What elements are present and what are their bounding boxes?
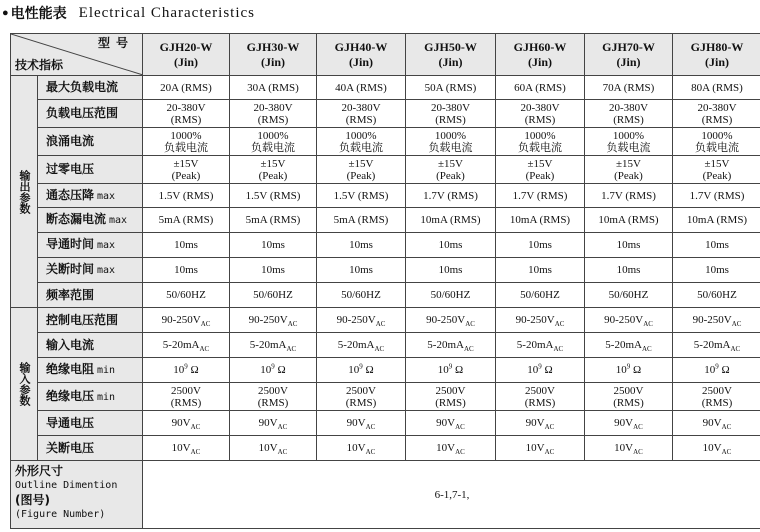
model-name: GJH80-W (690, 39, 744, 54)
model-header-5 (496, 34, 585, 76)
model-header-2 (230, 34, 317, 76)
param-name (38, 208, 143, 233)
model-sub: (Jin) (438, 54, 463, 69)
value-main: 10V (702, 442, 722, 454)
value-main: 5-20mA (337, 339, 375, 351)
value-main: 90V (171, 417, 191, 429)
value-cell: 1000% 负载电流 (230, 128, 317, 156)
value-cell (317, 436, 406, 461)
header-row (11, 34, 760, 76)
value-subscript: AC (287, 320, 298, 329)
value-cell: 10ms (143, 258, 230, 283)
value-cell: ±15V (Peak) (406, 156, 496, 184)
value-main: 2500V (RMS) (257, 384, 289, 409)
value-main: 2500V (RMS) (613, 384, 644, 409)
value-superscript: 9 (626, 362, 631, 371)
param-name (38, 308, 143, 333)
input-row (11, 411, 760, 436)
param-qualifier: max (97, 190, 116, 202)
model-header-7 (673, 34, 760, 76)
value-cell (317, 308, 406, 333)
value-main: 90-250V (161, 314, 201, 326)
value-superscript: 9 (271, 362, 275, 371)
title-en: Electrical Characteristics (78, 4, 255, 21)
value-cell (230, 411, 317, 436)
value-cell: 1.5V (RMS) (143, 184, 230, 208)
value-main: 10V (436, 442, 456, 454)
value-cell (317, 383, 406, 411)
param-name (38, 184, 143, 208)
param-name-zh: 关断时间 (46, 262, 95, 276)
value-main: 10V (258, 442, 278, 454)
value-main: 10V (346, 442, 366, 454)
value-subscript: AC (200, 320, 211, 329)
value-main: 10 (527, 364, 539, 376)
output-row (11, 100, 760, 128)
param-name-zh: 控制电压范围 (46, 312, 119, 327)
value-cell: 10mA (RMS) (496, 208, 585, 233)
value-superscript: 9 (448, 362, 453, 371)
model-name: GJH30-W (246, 39, 300, 54)
param-name (38, 383, 143, 411)
value-main: 10 (260, 364, 272, 376)
input-group-label: 输入参数 (11, 308, 38, 461)
value-cell: 1.5V (RMS) (317, 184, 406, 208)
value-main: 10 (348, 364, 360, 376)
value-subscript: AC (286, 345, 297, 354)
spec-table-body (11, 34, 760, 529)
param-qualifier: max (109, 215, 128, 226)
value-main: 10 (615, 364, 627, 376)
param-name-zh: 负载电压范围 (46, 106, 119, 120)
value-cell (317, 358, 406, 383)
param-name (38, 283, 143, 308)
value-cell: 20-380V (RMS) (230, 100, 317, 128)
value-cell (317, 411, 406, 436)
value-tail: Ω (718, 364, 730, 376)
value-cell (143, 308, 230, 333)
value-tail: Ω (274, 364, 286, 376)
value-cell: ±15V (Peak) (317, 156, 406, 184)
value-subscript: AC (544, 423, 555, 432)
value-subscript: AC (455, 448, 465, 457)
value-cell (143, 383, 230, 411)
value-cell: 50A (RMS) (406, 76, 496, 100)
title-zh: 电性能表 (10, 6, 67, 22)
param-name (38, 436, 143, 461)
outline-figure-number: 6-1,7-1, (143, 461, 760, 529)
value-cell: 10mA (RMS) (585, 208, 673, 233)
value-subscript: AC (277, 448, 288, 457)
value-main: 90V (436, 417, 456, 429)
value-cell: 50/60HZ (406, 283, 496, 308)
value-main: 2500V (RMS) (170, 384, 202, 409)
value-main: 10V (614, 442, 634, 454)
value-subscript: AC (633, 448, 643, 457)
input-row (11, 383, 760, 411)
input-row (11, 333, 760, 358)
param-name-zh: 导通电压 (46, 415, 95, 430)
value-main: 90V (614, 417, 634, 429)
value-cell: 50/60HZ (585, 283, 673, 308)
value-main: 90-250V (336, 314, 376, 326)
model-name: GJH20-W (159, 39, 213, 54)
value-cell (143, 333, 230, 358)
value-cell (406, 436, 496, 461)
value-cell: 50/60HZ (317, 283, 406, 308)
value-superscript: 9 (715, 362, 719, 371)
value-cell (496, 333, 585, 358)
param-name (38, 156, 143, 184)
value-cell: 60A (RMS) (496, 76, 585, 100)
value-cell: 10ms (496, 258, 585, 283)
param-name (38, 128, 143, 156)
value-main: 90V (702, 417, 722, 429)
value-cell (585, 333, 673, 358)
page-title (2, 2, 255, 24)
spec-table (10, 33, 760, 529)
param-name (38, 233, 143, 258)
value-cell: 1.7V (RMS) (585, 184, 673, 208)
value-cell (406, 333, 496, 358)
value-subscript: AC (465, 320, 475, 329)
value-subscript: AC (190, 423, 201, 432)
value-cell: 1.7V (RMS) (496, 184, 585, 208)
value-subscript: AC (553, 345, 564, 354)
value-cell (673, 308, 760, 333)
output-row (11, 283, 760, 308)
value-main: 90V (346, 417, 366, 429)
outline-row (11, 461, 760, 529)
value-cell: 10ms (230, 258, 317, 283)
value-cell: 50/60HZ (230, 283, 317, 308)
param-name (38, 100, 143, 128)
value-cell (496, 436, 585, 461)
value-subscript: AC (731, 320, 742, 329)
value-cell (673, 436, 760, 461)
model-sub: (Jin) (174, 54, 198, 69)
value-cell (673, 383, 760, 411)
output-row (11, 208, 760, 233)
value-subscript: AC (455, 423, 465, 432)
value-cell: 30A (RMS) (230, 76, 317, 100)
param-name-zh: 频率范围 (46, 287, 95, 302)
outline-label-zh2: (图号) (15, 493, 50, 507)
header-corner (11, 34, 143, 76)
model-name: GJH40-W (334, 39, 388, 54)
value-tail: Ω (630, 364, 642, 376)
value-cell: 20-380V (RMS) (143, 100, 230, 128)
value-subscript: AC (375, 320, 386, 329)
value-cell: 1.5V (RMS) (230, 184, 317, 208)
value-cell (496, 358, 585, 383)
value-cell: ±15V (Peak) (673, 156, 760, 184)
value-cell: ±15V (Peak) (496, 156, 585, 184)
value-cell: 5mA (RMS) (230, 208, 317, 233)
value-cell: ±15V (Peak) (143, 156, 230, 184)
value-subscript: AC (554, 320, 565, 329)
param-name (38, 333, 143, 358)
value-cell (496, 383, 585, 411)
value-main: 90-250V (692, 314, 732, 326)
value-main: 90-250V (604, 314, 644, 326)
value-main: 90-250V (426, 314, 466, 326)
value-subscript: AC (633, 423, 643, 432)
value-main: 2500V (RMS) (345, 384, 377, 409)
value-main: 5-20mA (249, 339, 287, 351)
value-cell (496, 308, 585, 333)
value-main: 5-20mA (516, 339, 554, 351)
value-main: 10 (704, 364, 716, 376)
value-cell: 10ms (585, 233, 673, 258)
value-main: 10 (437, 364, 449, 376)
param-name (38, 358, 143, 383)
value-cell: 1000% 负载电流 (406, 128, 496, 156)
value-subscript: AC (199, 345, 210, 354)
value-superscript: 9 (538, 362, 542, 371)
value-superscript: 9 (184, 362, 188, 371)
value-tail: Ω (187, 364, 199, 376)
value-main: 2500V (RMS) (701, 384, 733, 409)
param-qualifier: max (97, 265, 116, 276)
value-cell (143, 436, 230, 461)
value-cell: 10mA (RMS) (673, 208, 760, 233)
value-tail: Ω (541, 364, 553, 376)
param-name-zh: 过零电压 (46, 162, 95, 176)
param-qualifier: min (97, 391, 116, 403)
value-cell: 10ms (496, 233, 585, 258)
value-subscript: AC (463, 345, 474, 354)
value-cell (406, 358, 496, 383)
value-main: 2500V (RMS) (524, 384, 556, 409)
param-name (38, 76, 143, 100)
param-name-zh: 断态漏电流 (46, 212, 107, 226)
value-main: 10 (173, 364, 185, 376)
outline-label-en: Outline Dimention (15, 480, 118, 491)
value-cell: 10ms (143, 233, 230, 258)
input-row (11, 436, 760, 461)
outline-label-zh: 外形尺寸 (15, 464, 64, 478)
value-cell: 80A (RMS) (673, 76, 760, 100)
value-cell: 20-380V (RMS) (673, 100, 760, 128)
value-main: 10V (171, 442, 191, 454)
param-name-zh: 浪涌电流 (46, 134, 95, 148)
value-cell: 10ms (317, 233, 406, 258)
outline-label-en2: (Figure Number) (15, 509, 106, 520)
value-main: 2500V (RMS) (435, 384, 466, 409)
output-row (11, 156, 760, 184)
value-subscript: AC (721, 423, 732, 432)
value-main: 90-250V (515, 314, 555, 326)
value-main: 90V (258, 417, 278, 429)
value-cell: 1000% 负载电流 (317, 128, 406, 156)
value-cell: ±15V (Peak) (230, 156, 317, 184)
value-cell: 1000% 负载电流 (585, 128, 673, 156)
value-cell (143, 358, 230, 383)
model-sub: (Jin) (528, 54, 552, 69)
value-cell (585, 411, 673, 436)
value-cell: 10ms (673, 258, 760, 283)
value-cell: 1000% 负载电流 (143, 128, 230, 156)
value-subscript: AC (277, 423, 288, 432)
param-name-zh: 导通时间 (46, 237, 95, 251)
param-qualifier: min (97, 365, 116, 376)
value-cell (406, 383, 496, 411)
value-cell: 20A (RMS) (143, 76, 230, 100)
model-header-1 (143, 34, 230, 76)
value-cell (406, 308, 496, 333)
model-name: GJH60-W (513, 39, 567, 54)
param-qualifier: max (97, 240, 116, 251)
value-cell: 1000% 负载电流 (496, 128, 585, 156)
value-subscript: AC (374, 345, 385, 354)
value-cell (143, 411, 230, 436)
input-row (11, 308, 760, 333)
value-main: 5-20mA (427, 339, 464, 351)
value-cell: 5mA (RMS) (143, 208, 230, 233)
value-subscript: AC (641, 345, 652, 354)
model-sub: (Jin) (616, 54, 641, 69)
value-cell (585, 383, 673, 411)
output-row (11, 233, 760, 258)
output-row (11, 76, 760, 100)
value-cell: ±15V (Peak) (585, 156, 673, 184)
value-cell (585, 308, 673, 333)
value-cell (317, 333, 406, 358)
bullet-icon: ● (2, 7, 9, 19)
model-sub: (Jin) (349, 54, 373, 69)
value-cell: 5mA (RMS) (317, 208, 406, 233)
value-cell (585, 436, 673, 461)
value-cell: 10ms (230, 233, 317, 258)
outline-label (11, 461, 143, 529)
value-cell: 50/60HZ (673, 283, 760, 308)
value-main: 5-20mA (605, 339, 642, 351)
param-name-zh: 最大负载电流 (46, 80, 119, 94)
value-cell: 10mA (RMS) (406, 208, 496, 233)
value-cell: 70A (RMS) (585, 76, 673, 100)
param-name-zh: 通态压降 (46, 187, 95, 202)
param-name (38, 258, 143, 283)
value-cell: 40A (RMS) (317, 76, 406, 100)
model-name: GJH70-W (602, 39, 655, 54)
corner-model-label: 型号 (97, 36, 134, 50)
value-cell: 20-380V (RMS) (406, 100, 496, 128)
value-cell (230, 358, 317, 383)
value-cell (585, 358, 673, 383)
value-cell: 10ms (406, 258, 496, 283)
value-cell (230, 333, 317, 358)
output-row (11, 128, 760, 156)
param-name-zh: 绝缘电压 (46, 388, 95, 403)
model-header-3 (317, 34, 406, 76)
value-cell: 50/60HZ (496, 283, 585, 308)
value-cell: 20-380V (RMS) (585, 100, 673, 128)
value-cell (406, 411, 496, 436)
value-cell: 1000% 负载电流 (673, 128, 760, 156)
param-name-zh: 关断电压 (46, 440, 95, 455)
value-main: 5-20mA (693, 339, 731, 351)
value-cell: 1.7V (RMS) (406, 184, 496, 208)
output-row (11, 184, 760, 208)
value-cell: 10ms (673, 233, 760, 258)
value-cell (230, 436, 317, 461)
value-cell (673, 358, 760, 383)
param-name (38, 411, 143, 436)
model-sub: (Jin) (261, 54, 285, 69)
corner-spec-label: 技术指标 (15, 58, 64, 72)
value-cell: 10ms (317, 258, 406, 283)
value-tail: Ω (452, 364, 464, 376)
value-subscript: AC (643, 320, 653, 329)
value-cell: 1.7V (RMS) (673, 184, 760, 208)
input-row (11, 358, 760, 383)
value-cell: 20-380V (RMS) (317, 100, 406, 128)
value-cell (673, 333, 760, 358)
value-main: 10V (525, 442, 545, 454)
value-subscript: AC (365, 423, 376, 432)
value-main: 90V (525, 417, 545, 429)
param-name-zh: 绝缘电阻 (46, 362, 95, 376)
value-cell (673, 411, 760, 436)
value-tail: Ω (362, 364, 374, 376)
value-cell (230, 383, 317, 411)
value-cell: 10ms (585, 258, 673, 283)
value-main: 5-20mA (162, 339, 200, 351)
value-cell: 50/60HZ (143, 283, 230, 308)
value-main: 90-250V (248, 314, 288, 326)
value-subscript: AC (190, 448, 201, 457)
value-cell: 10ms (406, 233, 496, 258)
value-cell: 20-380V (RMS) (496, 100, 585, 128)
value-subscript: AC (730, 345, 741, 354)
value-superscript: 9 (359, 362, 363, 371)
output-row (11, 258, 760, 283)
value-subscript: AC (721, 448, 732, 457)
value-cell (496, 411, 585, 436)
model-header-4 (406, 34, 496, 76)
model-sub: (Jin) (705, 54, 729, 69)
value-subscript: AC (365, 448, 376, 457)
value-subscript: AC (544, 448, 555, 457)
param-name-zh: 输入电流 (46, 337, 95, 352)
value-cell (230, 308, 317, 333)
output-group-label: 输出参数 (11, 76, 38, 308)
model-name: GJH50-W (424, 39, 477, 54)
model-header-6 (585, 34, 673, 76)
